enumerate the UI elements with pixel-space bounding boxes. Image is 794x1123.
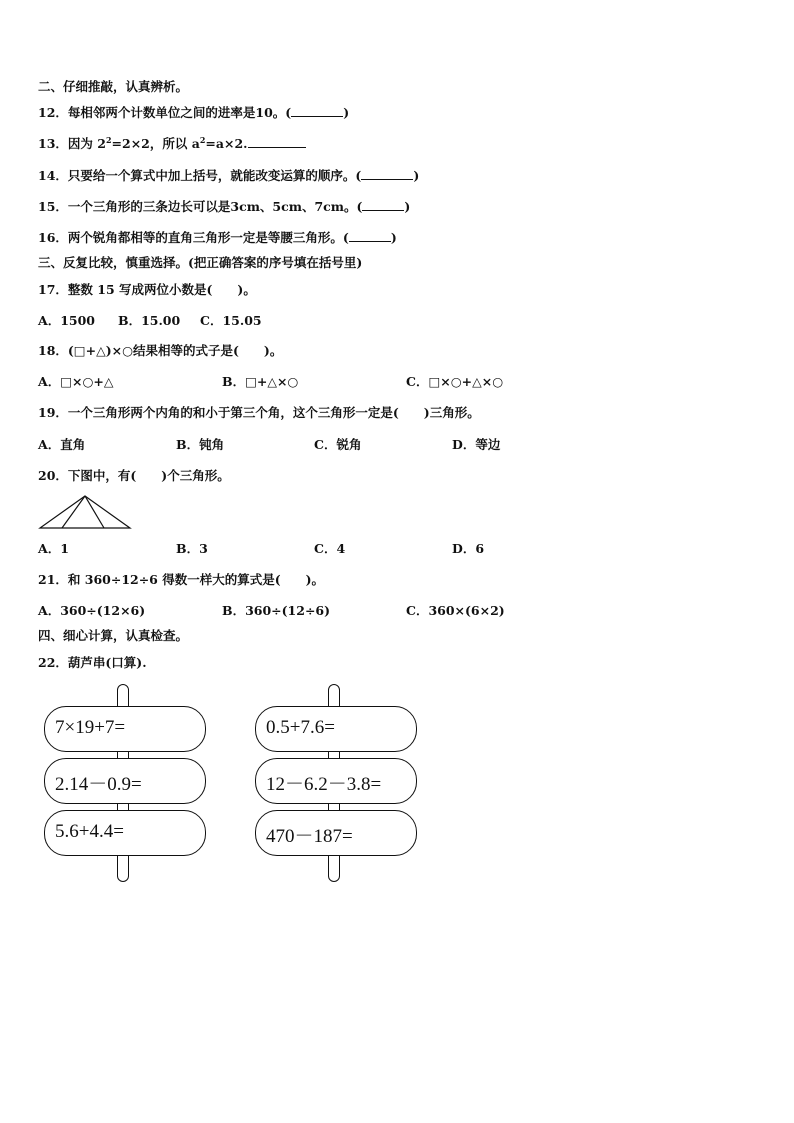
gourd-pod	[255, 758, 417, 804]
question-16	[38, 229, 397, 246]
close-paren: )	[413, 168, 420, 183]
gourd-right	[255, 684, 421, 880]
calc-expression: 7×19+7=	[55, 717, 126, 738]
question-20: 20．下图中，有( )个三角形。	[38, 468, 230, 483]
question-17: 17．整数 15 写成两位小数是( )。	[38, 282, 256, 297]
close-paren: )	[343, 105, 350, 120]
q19-option-b[interactable]: B．钝角	[176, 437, 225, 452]
gourd-pod	[44, 706, 206, 752]
gourd-pod	[255, 706, 417, 752]
question-15	[38, 198, 410, 215]
gourd-left	[44, 684, 210, 880]
q21-option-a[interactable]: A．360÷(12×6)	[38, 603, 146, 618]
question-18: 18．(□+△)×○结果相等的式子是( )。	[38, 343, 283, 358]
q21-option-c[interactable]: C．360×(6×2)	[406, 603, 505, 618]
section-4-heading: 四、细心计算，认真检查。	[38, 628, 189, 643]
calc-expression: 12－6.2－3.8=	[266, 774, 382, 795]
q19-option-a[interactable]: A．直角	[38, 437, 86, 452]
gourd-pod	[44, 810, 206, 856]
answer-blank[interactable]	[349, 229, 391, 242]
q17-option-a[interactable]: A．1500	[38, 313, 95, 328]
q17-option-c[interactable]: C．15.05	[200, 313, 262, 328]
close-paren: )	[404, 199, 411, 214]
question-12	[38, 104, 349, 121]
calc-expression: 470－187=	[266, 826, 353, 847]
q19-option-c[interactable]: C．锐角	[314, 437, 362, 452]
question-21: 21．和 360÷12÷6 得数一样大的算式是( )。	[38, 572, 325, 587]
question-14	[38, 167, 419, 184]
q21-option-b[interactable]: B．360÷(12÷6)	[222, 603, 331, 618]
q13-sup1: 2	[105, 134, 112, 145]
calc-expression: 2.14－0.9=	[55, 774, 142, 795]
q13-mid: =2×2，所以 a	[111, 136, 200, 151]
q17-option-b[interactable]: B．15.00	[118, 313, 181, 328]
question-22: 22．葫芦串(口算).	[38, 655, 147, 670]
question-15-text: 15．一个三角形的三条边长可以是3cm、5cm、7cm。(	[38, 199, 363, 214]
question-16-text: 16．两个锐角都相等的直角三角形一定是等腰三角形。(	[38, 230, 349, 245]
section-3-heading: 三、反复比较，慎重选择。(把正确答案的序号填在括号里)	[38, 255, 363, 270]
q20-option-c[interactable]: C．4	[314, 541, 346, 556]
q20-option-b[interactable]: B．3	[176, 541, 208, 556]
close-paren: )	[390, 230, 397, 245]
answer-blank[interactable]	[291, 104, 343, 117]
calc-expression: 0.5+7.6=	[266, 717, 335, 738]
calc-expression: 5.6+4.4=	[55, 821, 124, 842]
question-14-text: 14．只要给一个算式中加上括号，就能改变运算的顺序。(	[38, 168, 362, 183]
question-13	[38, 135, 306, 152]
triangle-figure	[38, 494, 134, 532]
q13-sup2: 2	[199, 134, 206, 145]
q20-option-a[interactable]: A．1	[38, 541, 69, 556]
question-12-text: 12．每相邻两个计数单位之间的进率是10。(	[38, 105, 292, 120]
q18-option-a[interactable]: A．□×○+△	[38, 374, 114, 389]
q13-post: =a×2.	[205, 136, 248, 151]
gourd-pod	[255, 810, 417, 856]
gourd-pod	[44, 758, 206, 804]
q18-option-c[interactable]: C．□×○+△×○	[406, 374, 504, 389]
answer-blank[interactable]	[361, 167, 413, 180]
q20-option-d[interactable]: D．6	[452, 541, 485, 556]
section-2-heading: 二、仔细推敲，认真辨析。	[38, 79, 189, 94]
answer-blank[interactable]	[248, 135, 306, 148]
q18-option-b[interactable]: B．□+△×○	[222, 374, 299, 389]
q13-pre: 13．因为 2	[38, 136, 106, 151]
answer-blank[interactable]	[362, 198, 404, 211]
question-19: 19．一个三角形两个内角的和小于第三个角，这个三角形一定是( )三角形。	[38, 405, 480, 420]
q19-option-d[interactable]: D．等边	[452, 437, 501, 452]
